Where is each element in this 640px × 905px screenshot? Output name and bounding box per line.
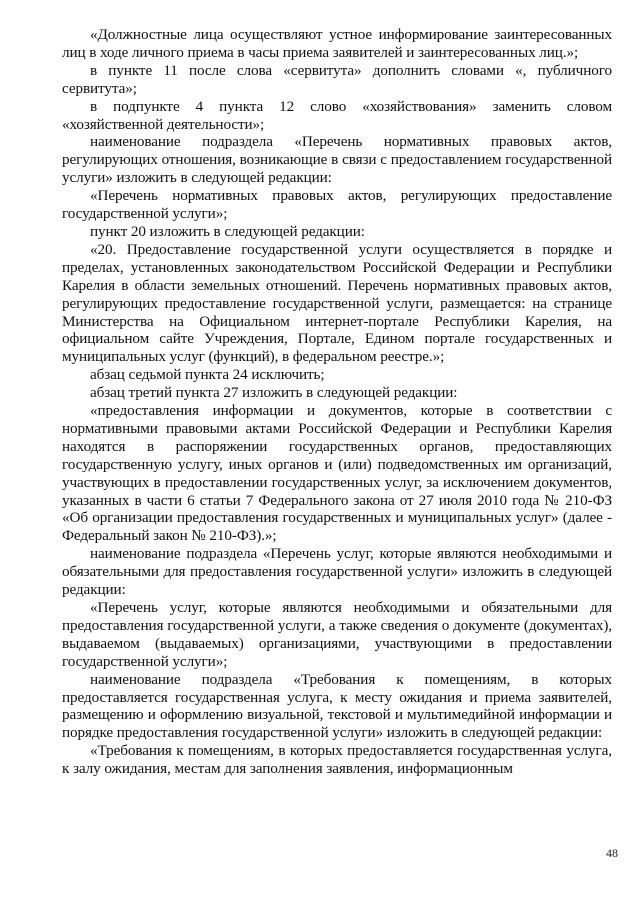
paragraph-11: наименование подраздела «Перечень услуг, которые являются необходимыми и обязательными для предоставления государственной услуги» изложить в следующей редакции:	[62, 545, 612, 599]
paragraph-14: «Требования к помещениям, в которых предоставляется государственная услуга, к залу ожидания, местам для заполнения заявления, информационным	[62, 742, 612, 778]
paragraph-8: абзац седьмой пункта 24 исключить;	[90, 366, 325, 384]
paragraph-4: наименование подраздела «Перечень нормативных правовых актов, регулирующих отношения, возникающие в связи с предоставлением государственной услуги» изложить в следующей редакции:	[62, 133, 612, 187]
paragraph-10: «предоставления информации и документов, которые в соответствии с нормативными правовыми актами Российской Федерации и Республики Карелия находятся в распоряжении государственных органов, предоставляющих государственную услугу, иных органов и (или) подведомственных им организаций, участвующих в предоставлении государственных услуг, за исключением документов, указанных в части 6 статьи 7 Федерального закона от 27 июля 2010 года № 210-ФЗ «Об организации предоставления государственных и муниципальных услуг» (далее - Федеральный закон № 210-ФЗ).»;	[62, 402, 612, 545]
paragraph-1: «Должностные лица осуществляют устное информирование заинтересованных лиц в ходе личного приема в часы приема заявителей и заинтересованных лиц.»;	[62, 26, 612, 61]
paragraph-13: наименование подраздела «Требования к помещениям, в которых предоставляется государственная услуга, к месту ожидания и приема заявителей, размещению и оформлению визуальной, текстовой и мультимедийной информации и порядке предоставления государственной услуги» изложить в следующей редакции:	[62, 670, 612, 742]
page-number: 48	[606, 846, 618, 860]
paragraph-2: в пункте 11 после слова «сервитута» дополнить словами «, публичного сервитута»;	[62, 61, 612, 97]
paragraph-6: пункт 20 изложить в следующей редакции:	[90, 222, 365, 240]
paragraph-5: «Перечень нормативных правовых актов, регулирующих предоставление государственной услуги»;	[62, 187, 612, 223]
paragraph-9: абзац третий пункта 27 изложить в следующей редакции:	[90, 384, 458, 402]
document-page	[62, 26, 612, 778]
paragraph-12: «Перечень услуг, которые являются необходимыми и обязательными для предоставления государственной услуги, а также сведения о документе (документах), выдаваемом (выдаваемых) организациями, участвующими в предоставлении государственной услуги»;	[62, 599, 612, 670]
paragraph-7: «20. Предоставление государственной услуги осуществляется в порядке и пределах, установленных законодательством Российской Федерации и Республики Карелия в области земельных отношений. Перечень нормативных правовых актов, регулирующих предоставление государственной услуги, размещается: на странице Министерства на Официальном интернет-портале Республики Карелия, на официальном сайте Учреждения, Портале, Едином портале государственных и муниципальных услуг (функций), в федеральном реестре.»;	[62, 240, 612, 366]
paragraph-3: в подпункте 4 пункта 12 слово «хозяйствования» заменить словом «хозяйственной деятельности»;	[62, 97, 612, 133]
